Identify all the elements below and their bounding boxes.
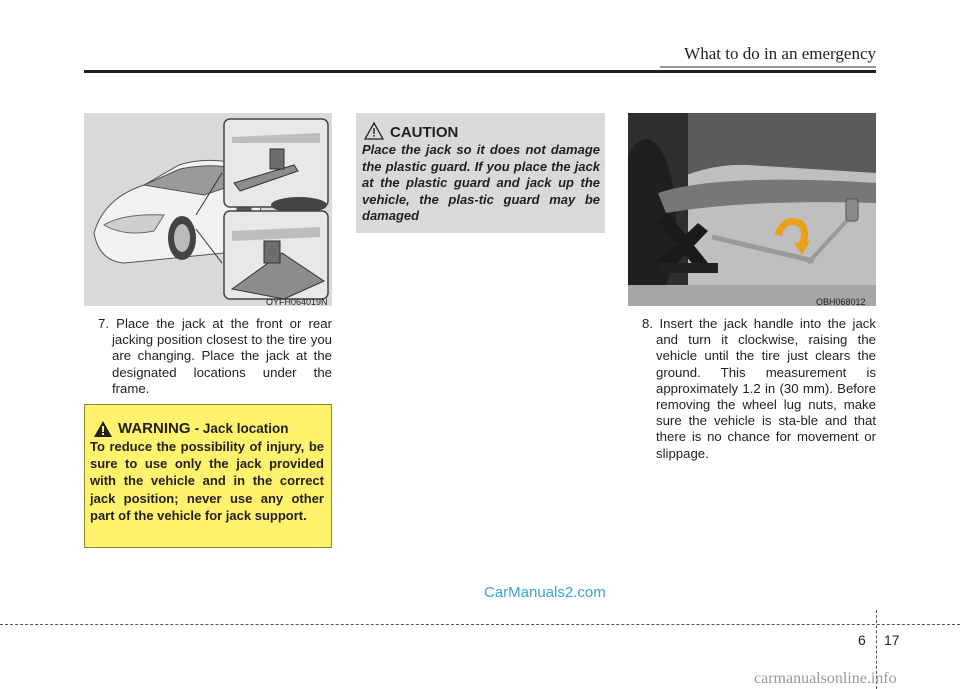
- header-rule: [84, 70, 876, 73]
- caution-title: CAUTION: [390, 124, 459, 141]
- warning-title-label: WARNING: [118, 420, 191, 437]
- watermark-bottom[interactable]: carmanualsonline.info: [754, 670, 897, 687]
- figure-jack-handle: [628, 113, 876, 306]
- caution-body: Place the jack so it does not damage the plastic guard. If you place the jack at the plastic guard and jack up the vehicle, the plas-tic guard may be damaged: [362, 142, 600, 224]
- warning-subtitle: - Jack location: [194, 421, 289, 436]
- page-header-title: What to do in an emergency: [684, 44, 876, 63]
- warning-triangle-icon: [93, 420, 113, 438]
- figure-right-caption: OBH068012: [816, 297, 866, 307]
- step-8-text: [642, 316, 876, 462]
- page-chapter-number: 6: [858, 632, 866, 648]
- car-jack-points-icon: [84, 113, 332, 306]
- step-8-paragraph: 8. Insert the jack handle into the jack and turn it clockwise, raising the vehicle until the tire just clears the ground. This measurement is approximately 1.2 in (30 mm). Before removing the wheel lug nuts, make sure the vehicle is sta-ble and that there is no chance for movement or slippage.: [642, 316, 876, 461]
- step-7-text: [98, 316, 332, 397]
- footer-dashed-rule: [0, 624, 960, 625]
- step-7-paragraph: 7. Place the jack at the front or rear jacking position closest to the tire you are changing. Place the jack at the designated locations under the frame.: [98, 316, 332, 396]
- figure-car-jack-locations: [84, 113, 332, 306]
- header-accent-rule: [660, 66, 876, 68]
- caution-triangle-icon: [364, 122, 384, 140]
- warning-body: To reduce the possibility of injury, be sure to use only the jack provided with the vehicle and in the correct jack position; never use any other part of the vehicle for jack support.: [90, 439, 324, 523]
- warning-title: [118, 420, 288, 437]
- page-number: 17: [884, 632, 900, 648]
- jack-handle-icon: [628, 113, 876, 306]
- watermark-top[interactable]: CarManuals2.com: [484, 584, 606, 601]
- figure-left-caption: OYFH064019N: [266, 297, 328, 307]
